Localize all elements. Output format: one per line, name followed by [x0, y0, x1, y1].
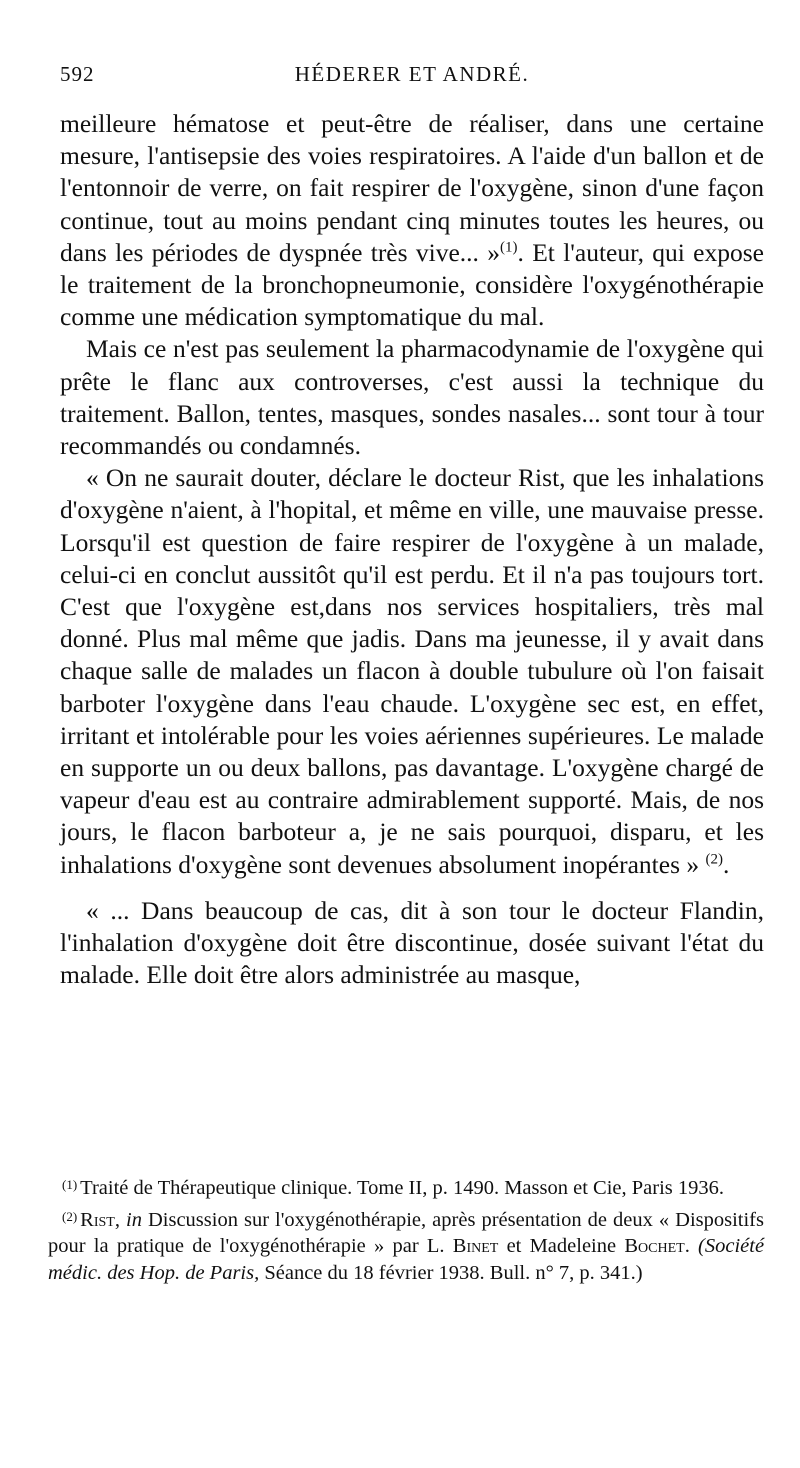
paragraph-3-text-a: « On ne saurait douter, déclare le docteur Rist, que les inhalations d'oxygène n'aient, à l'hopital, et même en ville, une mauvaise presse. Lorsqu'il est question de faire respirer de l'oxygène à un malade, celui-ci en conclut aussitôt qu'il est perdu. Et il n'a pas toujours tort. C'est que l'oxygène est,dans nos services hospitaliers, très mal donné. Plus mal même que jadis. Dans ma jeunesse, il y avait dans chaque salle de malades un flacon à double tubulure où l'on faisait barboter l'oxygène dans l'eau chaude. L'oxygène sec est, en effet, irritant et intolérable pour les voies aériennes supérieures. Le malade en supporte un ou deux ballons, pas davantage. L'oxygène chargé de vapeur d'eau est au contraire admirablement supporté. Mais, de nos jours, le flacon barboteur a, je ne sais pourquoi, disparu, et les inhalations d'oxygène sont devenues absolument inopérantes »: [60, 463, 764, 879]
footnote-2-text-c: Séance du 18 février 1938. Bull. n° 7, p. 341.): [264, 1261, 643, 1284]
page-number: 592: [60, 62, 95, 86]
paragraph-4: « ... Dans beaucoup de cas, dit à son tour le docteur Flandin, l'inhalation d'oxygène doit être discontinue, dosée suivant l'état du malade. Elle doit être alors administrée au masque,: [60, 895, 764, 990]
footnote-2-binet: Binet: [452, 1235, 499, 1258]
footnote-2-marker: (2): [62, 1209, 78, 1225]
footnote-ref-1: (1): [500, 239, 518, 256]
footnote-2-text-a: Discussion sur l'oxygénothérapie, après présentation de deux « Dispositifs pour la pratique de l'oxygénothérapie » par L.: [48, 1209, 764, 1258]
footnote-2-author: Rist: [80, 1209, 115, 1232]
footnotes: [48, 1172, 764, 1286]
footnote-1-text: Traité de Thérapeutique clinique. Tome II, p. 1490. Masson et Cie, Paris 1936.: [80, 1177, 724, 1199]
paragraph-3-text-b: .: [723, 849, 730, 879]
footnote-2-in: in: [126, 1209, 142, 1232]
footnote-ref-2: (2): [705, 851, 723, 868]
paragraph-2: Mais ce n'est pas seulement la pharmacodynamie de l'oxygène qui prête le flanc aux controverses, c'est aussi la technique du traitement. Ballon, tentes, masques, sondes nasales... sont tour à tour recommandés ou condamnés.: [60, 334, 764, 461]
paragraph-1-text-b: . Et l'auteur, qui expose le traitement de la bronchopneumonie, considère l'oxygénothérapie comme une médication symptomatique du mal.: [60, 237, 764, 332]
footnote-2-journal: (Société médic. des Hop. de Paris,: [48, 1235, 765, 1284]
footnote-1-marker: (1): [62, 1177, 78, 1192]
paragraph-1: [60, 108, 764, 333]
paragraph-3: [60, 462, 764, 881]
footnote-2: $^{(2)}$ Rist, in Discussion sur l'oxygénothérapie, après présentation de deux « Dispositifs pour la pratique de l'oxygénothérapie » par L. Binet et Madeleine Bochet. (Société médic. des Hop. de Paris, Séance du 18 février 1938. Bull. n° 7, p. 341.): [48, 1209, 765, 1284]
body-text: [60, 108, 764, 991]
footnote-1: [48, 1172, 764, 1201]
footnote-2-text-b: et Madeleine: [506, 1235, 617, 1258]
running-head: [60, 62, 764, 92]
paragraph-1-text-a: meilleure hématose et peut-être de réaliser, dans une certaine mesure, l'antisepsie des voies respiratoires. A l'aide d'un ballon et de l'entonnoir de verre, on fait respirer de l'oxygène, sinon d'une façon continue, tout au moins pendant cinq minutes toutes les heures, ou dans les périodes de dyspnée très vive... »: [60, 109, 764, 267]
footnote-2-bochet: Bochet: [624, 1235, 685, 1258]
running-title: HÉDERER ET ANDRÉ.: [294, 62, 530, 86]
